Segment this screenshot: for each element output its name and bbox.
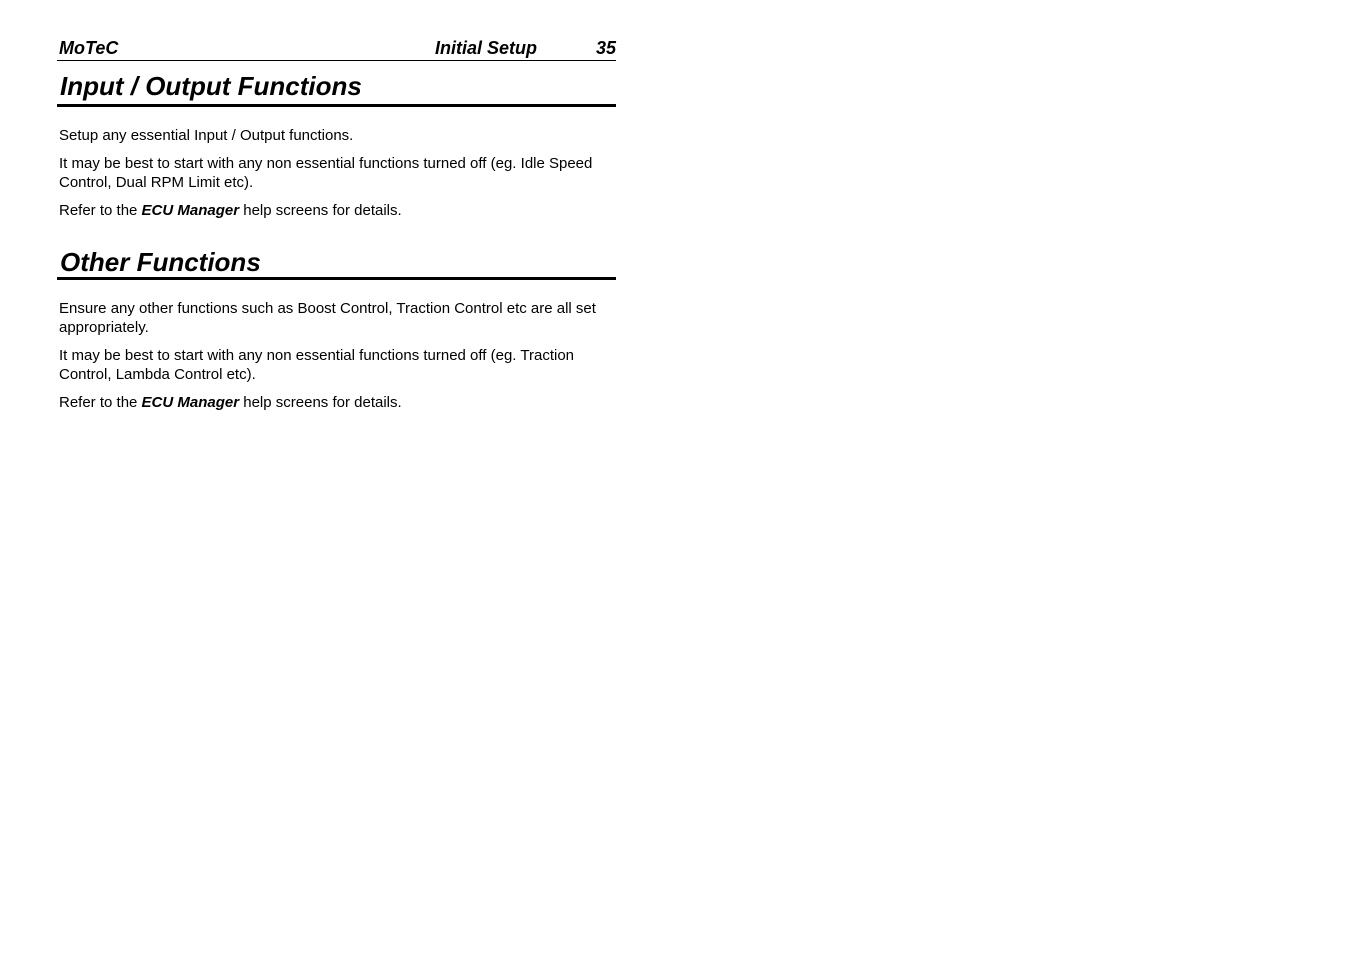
refer-paragraph bbox=[57, 393, 616, 412]
chapter-title: Initial Setup bbox=[434, 38, 537, 58]
section-body-input-output bbox=[57, 107, 616, 220]
paragraph: It may be best to start with any non essential functions turned off (eg. Idle Speed Control, Dual RPM Limit etc). bbox=[59, 155, 593, 191]
paragraph: Setup any essential Input / Output functions. bbox=[59, 127, 354, 144]
section-body-other-functions bbox=[57, 280, 616, 412]
refer-text-before: Refer to the bbox=[59, 202, 142, 219]
paragraph: Ensure any other functions such as Boost Control, Traction Control etc are all set appropriately. bbox=[59, 300, 596, 336]
page-number: 35 bbox=[595, 38, 616, 58]
paragraph: It may be best to start with any non essential functions turned off (eg. Traction Control, Lambda Control etc). bbox=[59, 347, 575, 383]
section-title-other-functions: Other Functions bbox=[57, 247, 616, 280]
refer-text-after: help screens for details. bbox=[239, 394, 402, 411]
running-header bbox=[57, 37, 616, 61]
refer-text-before: Refer to the bbox=[59, 394, 142, 411]
ecu-manager-reference: ECU Manager bbox=[141, 394, 240, 411]
brand-name: MoTeC bbox=[59, 38, 119, 58]
refer-paragraph bbox=[57, 201, 616, 220]
refer-text-after: help screens for details. bbox=[239, 202, 402, 219]
document-page bbox=[57, 37, 616, 412]
ecu-manager-reference: ECU Manager bbox=[141, 202, 240, 219]
section-title-input-output: Input / Output Functions bbox=[57, 71, 616, 107]
